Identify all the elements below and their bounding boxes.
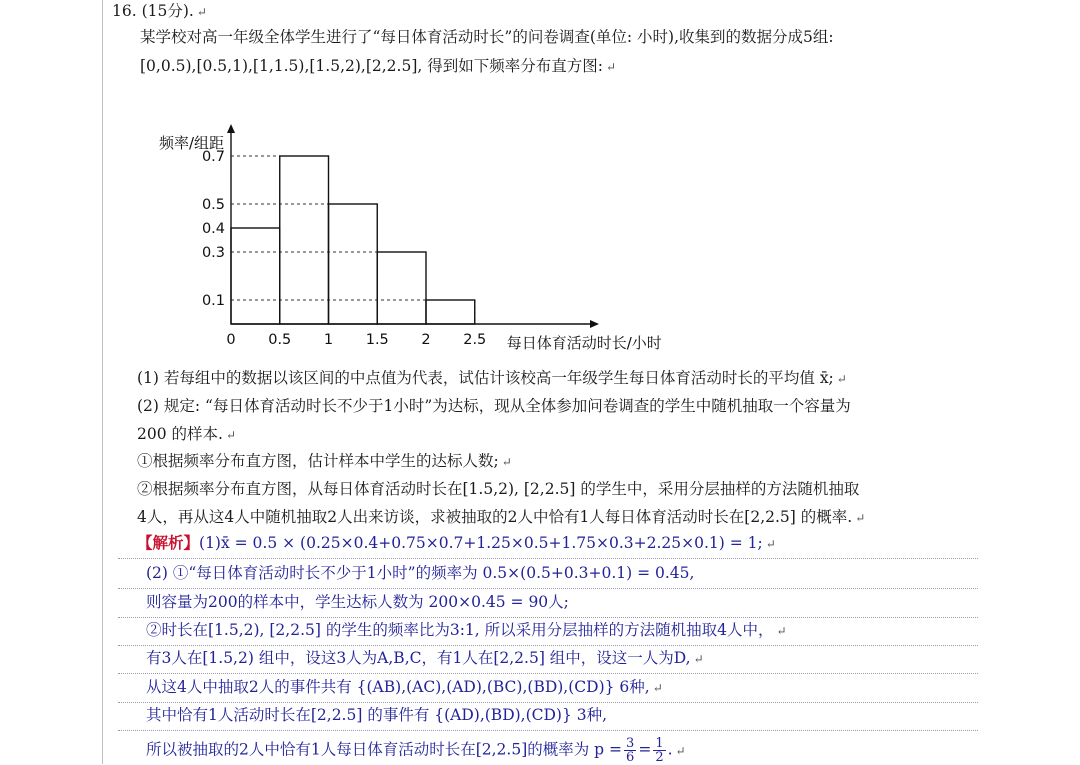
solution-line-1: 【解析】(1)x̄ = 0.5 × (0.25×0.4+0.75×0.7+1.25×0.5+1.75×0.3+2.25×0.1) = 1; ↵ xyxy=(137,533,776,552)
problem-number: 16. (15分). ↵ xyxy=(112,2,207,20)
x-tick-label: 2.5 xyxy=(463,332,487,348)
dotted-rule xyxy=(118,730,978,731)
solution-line-6: 从这4人中抽取2人的事件共有 {(AB),(AC),(AD),(BC),(BD),(CD)} 6种, ↵ xyxy=(146,678,663,696)
question-2-part-2-line-1: ②根据频率分布直方图，从每日体育活动时长在[1.5,2), [2,2.5] 的学生中，采用分层抽样的方法随机抽取 xyxy=(137,480,860,498)
dotted-rule xyxy=(118,673,978,674)
page-margin-line xyxy=(102,0,103,764)
question-1: (1) 若每组中的数据以该区间的中点值为代表，试估计该校高一年级学生每日体育活动时长的平均值 x̄; ↵ xyxy=(137,369,847,387)
solution-line-5: 有3人在[1.5,2) 组中，设这3人为A,B,C，有1人在[2,2.5] 组中，设这一人为D, ↵ xyxy=(146,649,704,667)
solution-tag: 【解析】 xyxy=(137,533,200,552)
histogram-bar xyxy=(377,252,426,324)
x-axis-arrow xyxy=(590,320,599,328)
question-2-part-2-line-2: 4人，再从这4人中随机抽取2人出来访谈，求被抽取的2人中恰有1人每日体育活动时长在[2,2.5] 的概率. ↵ xyxy=(137,508,866,526)
y-axis-arrow xyxy=(227,124,235,133)
histogram-bar xyxy=(426,300,475,324)
dotted-rule xyxy=(118,558,978,559)
solution-line-7: 其中恰有1人活动时长在[2,2.5] 的事件有 {(AD),(BD),(CD)} 3种, xyxy=(146,706,608,724)
dotted-rule xyxy=(118,588,978,589)
x-tick-label: 0 xyxy=(226,332,236,348)
question-2-line-2: 200 的样本. ↵ xyxy=(137,425,237,443)
fraction-three-sixths: $\frac{3}{6}$ xyxy=(626,736,635,765)
x-axis-label: 每日体育活动时长/小时 xyxy=(506,334,662,352)
solution-line-4: ②时长在[1.5,2), [2,2.5] 的学生的频率比为3:1, 所以采用分层抽样的方法随机抽取4人中， ↵ xyxy=(146,621,787,639)
y-tick-label: 0.5 xyxy=(201,197,225,213)
y-tick-label: 0.4 xyxy=(201,221,225,237)
dotted-rule xyxy=(118,617,978,618)
y-tick-label: 0.3 xyxy=(201,245,225,261)
problem-stem-line-2: [0,0.5),[0.5,1),[1,1.5),[1.5,2),[2,2.5], 得到如下频率分布直方图: ↵ xyxy=(140,57,617,75)
histogram-bar xyxy=(280,156,329,324)
frequency-histogram xyxy=(130,82,700,357)
dotted-rule xyxy=(118,702,978,703)
solution-line-2: (2) ①“每日体育活动时长不少于1小时”的频率为 0.5×(0.5+0.3+0.1) = 0.45, xyxy=(146,564,695,582)
y-axis-label: 频率/组距 xyxy=(158,134,224,152)
x-tick-label: 1.5 xyxy=(365,332,389,348)
question-2-line-1: (2) 规定: “每日体育活动时长不少于1小时”为达标，现从全体参加问卷调查的学生中随机抽取一个容量为 xyxy=(137,397,851,415)
fraction-one-half: $\frac{1}{2}$ xyxy=(655,736,664,765)
histogram-bar xyxy=(329,204,378,324)
question-2-part-1: ①根据频率分布直方图，估计样本中学生的达标人数; ↵ xyxy=(137,452,512,470)
x-tick-label: 0.5 xyxy=(268,332,292,348)
y-tick-label: 0.7 xyxy=(201,149,225,165)
x-tick-label: 1 xyxy=(323,332,334,348)
dotted-rule xyxy=(118,645,978,646)
solution-line-8: 所以被抽取的2人中恰有1人每日体育活动时长在[2,2.5]的概率为 p = $\frac{3}{6}$ = $\frac{1}{2}$ . ↵ xyxy=(146,736,686,765)
x-tick-label: 2 xyxy=(421,332,431,348)
solution-line-3: 则容量为200的样本中，学生达标人数为 200×0.45 = 90人; xyxy=(146,593,569,611)
histogram-bar xyxy=(231,228,280,324)
problem-stem-line-1: 某学校对高一年级全体学生进行了“每日体育活动时长”的问卷调查(单位: 小时),收集到的数据分成5组: xyxy=(140,28,834,46)
y-tick-label: 0.1 xyxy=(201,293,225,309)
